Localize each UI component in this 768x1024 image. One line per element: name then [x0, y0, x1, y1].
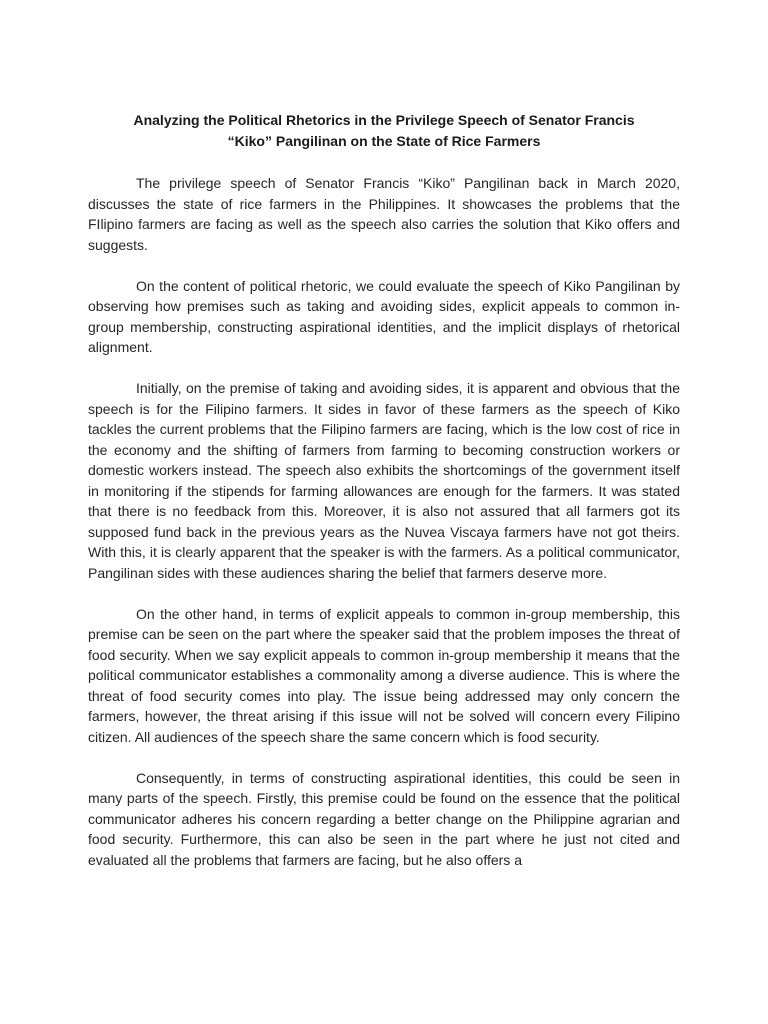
paragraph-taking-sides: Initially, on the premise of taking and avoiding sides, it is apparent and obvious that the speech is for the Filipino farmers. It sides in favor of these farmers as the speech of Kiko tackles the current problems that the Filipino farmers are facing, which is the low cost of rice in the economy and the shifting of farmers from farming to becoming construction workers or domestic workers instead. The speech also exhibits the shortcomings of the government itself in monitoring if the stipends for farming allowances are enough for the farmers. It was stated that there is no feedback from this. Moreover, it is also not assured that all farmers got its supposed fund back in the previous years as the Nuvea Viscaya farmers have not got theirs. With this, it is clearly apparent that the speaker is with the farmers. As a political communicator, Pangilinan sides with these audiences sharing the belief that farmers deserve more.: [88, 380, 680, 581]
paragraph-in-group-membership: On the other hand, in terms of explicit appeals to common in-group membership, this premise can be seen on the part where the speaker said that the problem imposes the threat of food security. When we say explicit appeals to common in-group membership it means that the political communicator establishes a commonality among a diverse audience. This is where the threat of food security comes into play. The issue being addressed may only concern the farmers, however, the threat arising if this issue will not be solved will concern every Filipino citizen. All audiences of the speech share the same concern which is food security.: [88, 605, 680, 745]
document-title-line-2: “Kiko” Pangilinan on the State of Rice Farmers: [227, 133, 541, 149]
document-title: [88, 110, 680, 152]
document-title-line-1: Analyzing the Political Rhetorics in the Privilege Speech of Senator Francis: [133, 112, 635, 128]
paragraph-aspirational-identities: Consequently, in terms of constructing aspirational identities, this could be seen in many parts of the speech. Firstly, this premise could be found on the essence that the political communicator adheres his concern regarding a better change on the Philippine agrarian and food security. Furthermore, this can also be seen in the part where he just not cited and evaluated all the problems that farmers are facing, but he also offers a: [88, 769, 680, 868]
paragraph-intro: The privilege speech of Senator Francis “Kiko” Pangilinan back in March 2020, discusses the state of rice farmers in the Philippines. It showcases the problems that the FIlipino farmers are facing as well as the speech also carries the solution that Kiko offers and suggests.: [88, 175, 680, 253]
paragraph-political-rhetoric: On the content of political rhetoric, we could evaluate the speech of Kiko Pangilinan by observing how premises such as taking and avoiding sides, explicit appeals to common in-group membership, constructing aspirational identities, and the implicit displays of rhetorical alignment.: [88, 277, 680, 355]
